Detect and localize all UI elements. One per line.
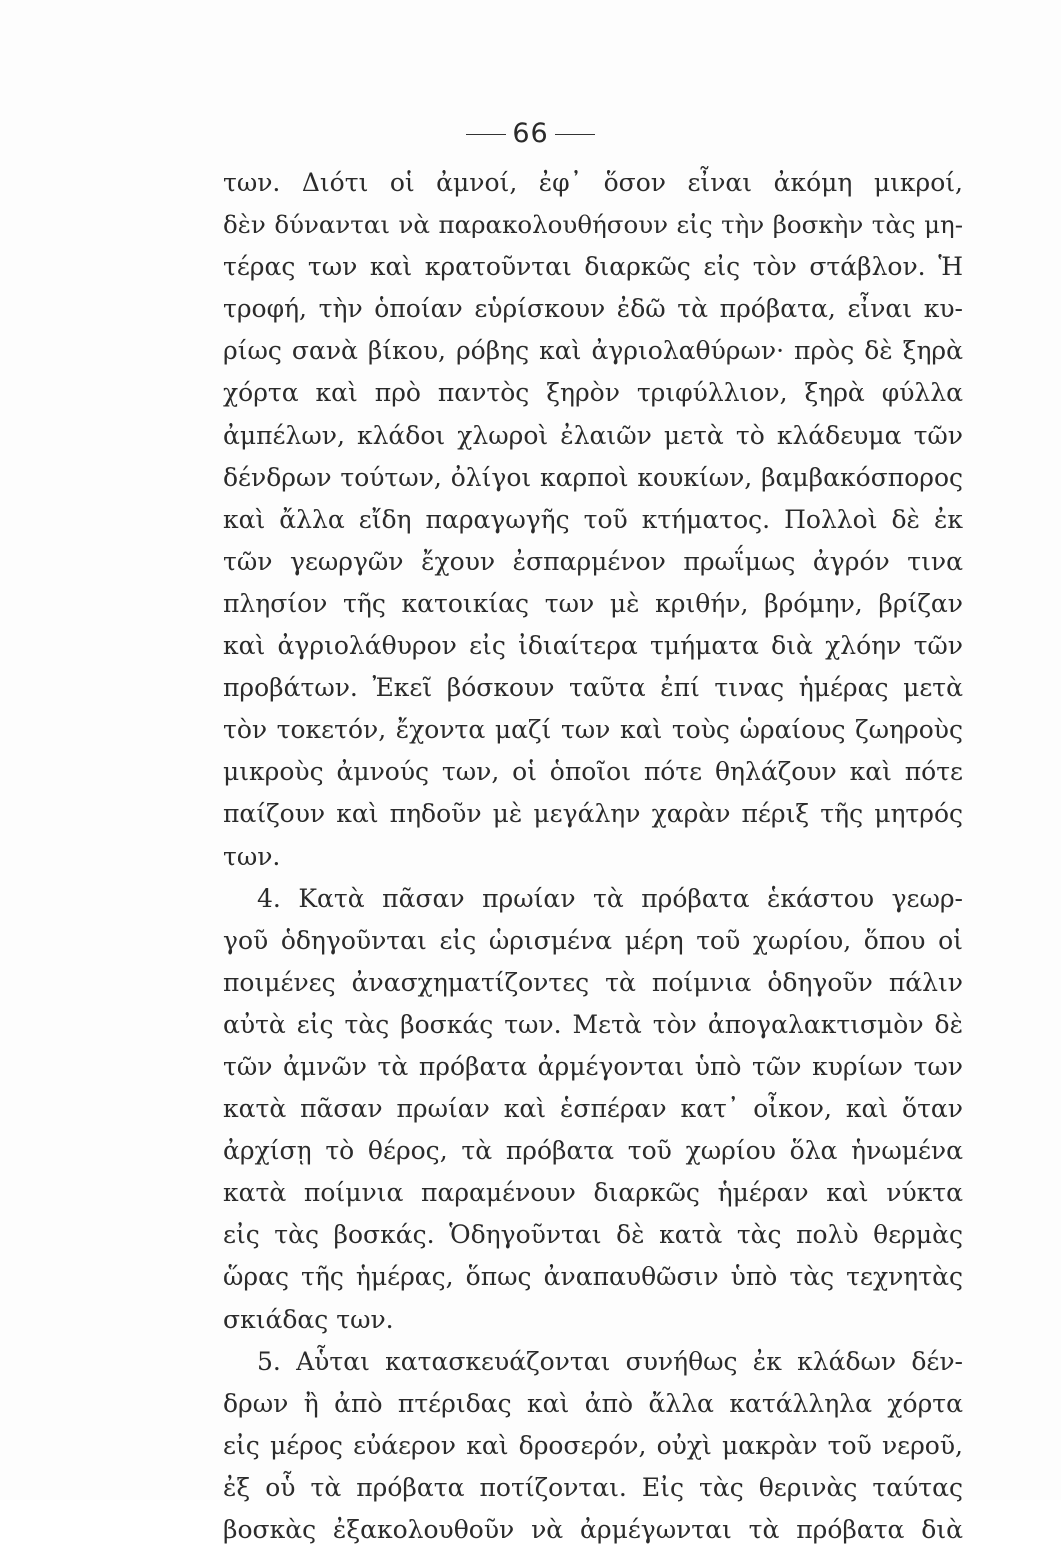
- page-number: 66: [512, 118, 549, 149]
- text-line: βοσκὰς ἐξακολουθοῦν νὰ ἀρμέγωνται τὰ πρόβατα διὰ: [223, 1515, 963, 1544]
- text-line: εἰς μέρος εὐάερον καὶ δροσερόν, οὐχὶ μακρὰν τοῦ νεροῦ,: [223, 1430, 963, 1460]
- text-line: μικροὺς ἀμνούς των, οἱ ὁποῖοι πότε θηλάζουν καὶ πότε: [223, 757, 963, 787]
- header-dash-left: [466, 134, 506, 135]
- text-line: τέρας των καὶ κρατοῦνται διαρκῶς εἰς τὸν στάβλον. Ἡ: [223, 252, 963, 282]
- text-line: των. Διότι οἱ ἀμνοί, ἐφ᾽ ὅσον εἶναι ἀκόμη μικροί,: [223, 168, 963, 197]
- text-line: καὶ ἀγριολάθυρον εἰς ἰδιαίτερα τμήματα διὰ χλόην τῶν: [223, 631, 963, 661]
- text-line: καὶ ἄλλα εἴδη παραγωγῆς τοῦ κτήματος. Πολλοὶ δὲ ἐκ: [223, 504, 963, 534]
- text-line: πλησίον τῆς κατοικίας των μὲ κριθήν, βρόμην, βρίζαν: [223, 588, 963, 618]
- text-line: ρίως σανὰ βίκου, ρόβης καὶ ἀγριολαθύρων· πρὸς δὲ ξηρὰ: [223, 336, 963, 366]
- text-line: παίζουν καὶ πηδοῦν μὲ μεγάλην χαρὰν πέριξ τῆς μητρός: [223, 799, 963, 829]
- text-line: δρων ἢ ἀπὸ πτέριδας καὶ ἀπὸ ἄλλα κατάλληλα χόρτα: [223, 1388, 963, 1418]
- header-dash-right: [555, 134, 595, 135]
- text-line-paragraph-start: 5. Αὗται κατασκευάζονται συνήθως ἐκ κλάδων δέν-: [257, 1346, 963, 1376]
- text-line: γοῦ ὁδηγοῦνται εἰς ὡρισμένα μέρη τοῦ χωρίου, ὅπου οἱ: [223, 925, 963, 955]
- text-line: δένδρων τούτων, ὀλίγοι καρποὶ κουκίων, βαμβακόσπορος: [223, 462, 963, 492]
- text-line: προβάτων. Ἐκεῖ βόσκουν ταῦτα ἐπί τινας ἡμέρας μετὰ: [223, 673, 963, 703]
- text-line: χόρτα καὶ πρὸ παντὸς ξηρὸν τριφύλλιον, ξηρὰ φύλλα: [223, 378, 963, 408]
- text-line: ἀρχίσῃ τὸ θέρος, τὰ πρόβατα τοῦ χωρίου ὅλα ἡνωμένα: [223, 1136, 963, 1166]
- text-line: ἐξ οὗ τὰ πρόβατα ποτίζονται. Εἰς τὰς θερινὰς ταύτας: [223, 1472, 963, 1502]
- text-line: τὸν τοκετόν, ἔχοντα μαζί των καὶ τοὺς ὡραίους ζωηροὺς: [223, 715, 963, 745]
- text-line-paragraph-start: 4. Κατὰ πᾶσαν πρωίαν τὰ πρόβατα ἑκάστου γεωρ-: [257, 883, 963, 913]
- text-line: ὥρας τῆς ἡμέρας, ὅπως ἀναπαυθῶσιν ὑπὸ τὰς τεχνητὰς: [223, 1262, 963, 1292]
- text-line: κατὰ πᾶσαν πρωίαν καὶ ἑσπέραν κατ᾽ οἶκον, καὶ ὅταν: [223, 1094, 963, 1124]
- text-line: εἰς τὰς βοσκάς. Ὁδηγοῦνται δὲ κατὰ τὰς πολὺ θερμὰς: [223, 1220, 963, 1250]
- text-line-paragraph-end: σκιάδας των.: [223, 1304, 394, 1334]
- text-line: τῶν ἀμνῶν τὰ πρόβατα ἀρμέγονται ὑπὸ τῶν κυρίων των: [223, 1051, 963, 1081]
- text-line: ἀμπέλων, κλάδοι χλωροὶ ἐλαιῶν μετὰ τὸ κλάδευμα τῶν: [223, 420, 963, 450]
- body-text: [223, 162, 963, 1551]
- text-line: αὐτὰ εἰς τὰς βοσκάς των. Μετὰ τὸν ἀπογαλακτισμὸν δὲ: [223, 1009, 963, 1039]
- text-line-paragraph-end: των.: [223, 841, 281, 871]
- page-header: [0, 118, 1061, 149]
- text-line: ποιμένες ἀνασχηματίζοντες τὰ ποίμνια ὁδηγοῦν πάλιν: [223, 967, 963, 997]
- text-line: δὲν δύνανται νὰ παρακολουθήσουν εἰς τὴν βοσκὴν τὰς μη-: [223, 210, 963, 240]
- text-line: τῶν γεωργῶν ἔχουν ἐσπαρμένον πρωΐμως ἀγρόν τινα: [223, 546, 963, 576]
- text-line: τροφή, τὴν ὁποίαν εὑρίσκουν ἐδῶ τὰ πρόβατα, εἶναι κυ-: [223, 294, 963, 324]
- text-line: κατὰ ποίμνια παραμένουν διαρκῶς ἡμέραν καὶ νύκτα: [223, 1178, 963, 1208]
